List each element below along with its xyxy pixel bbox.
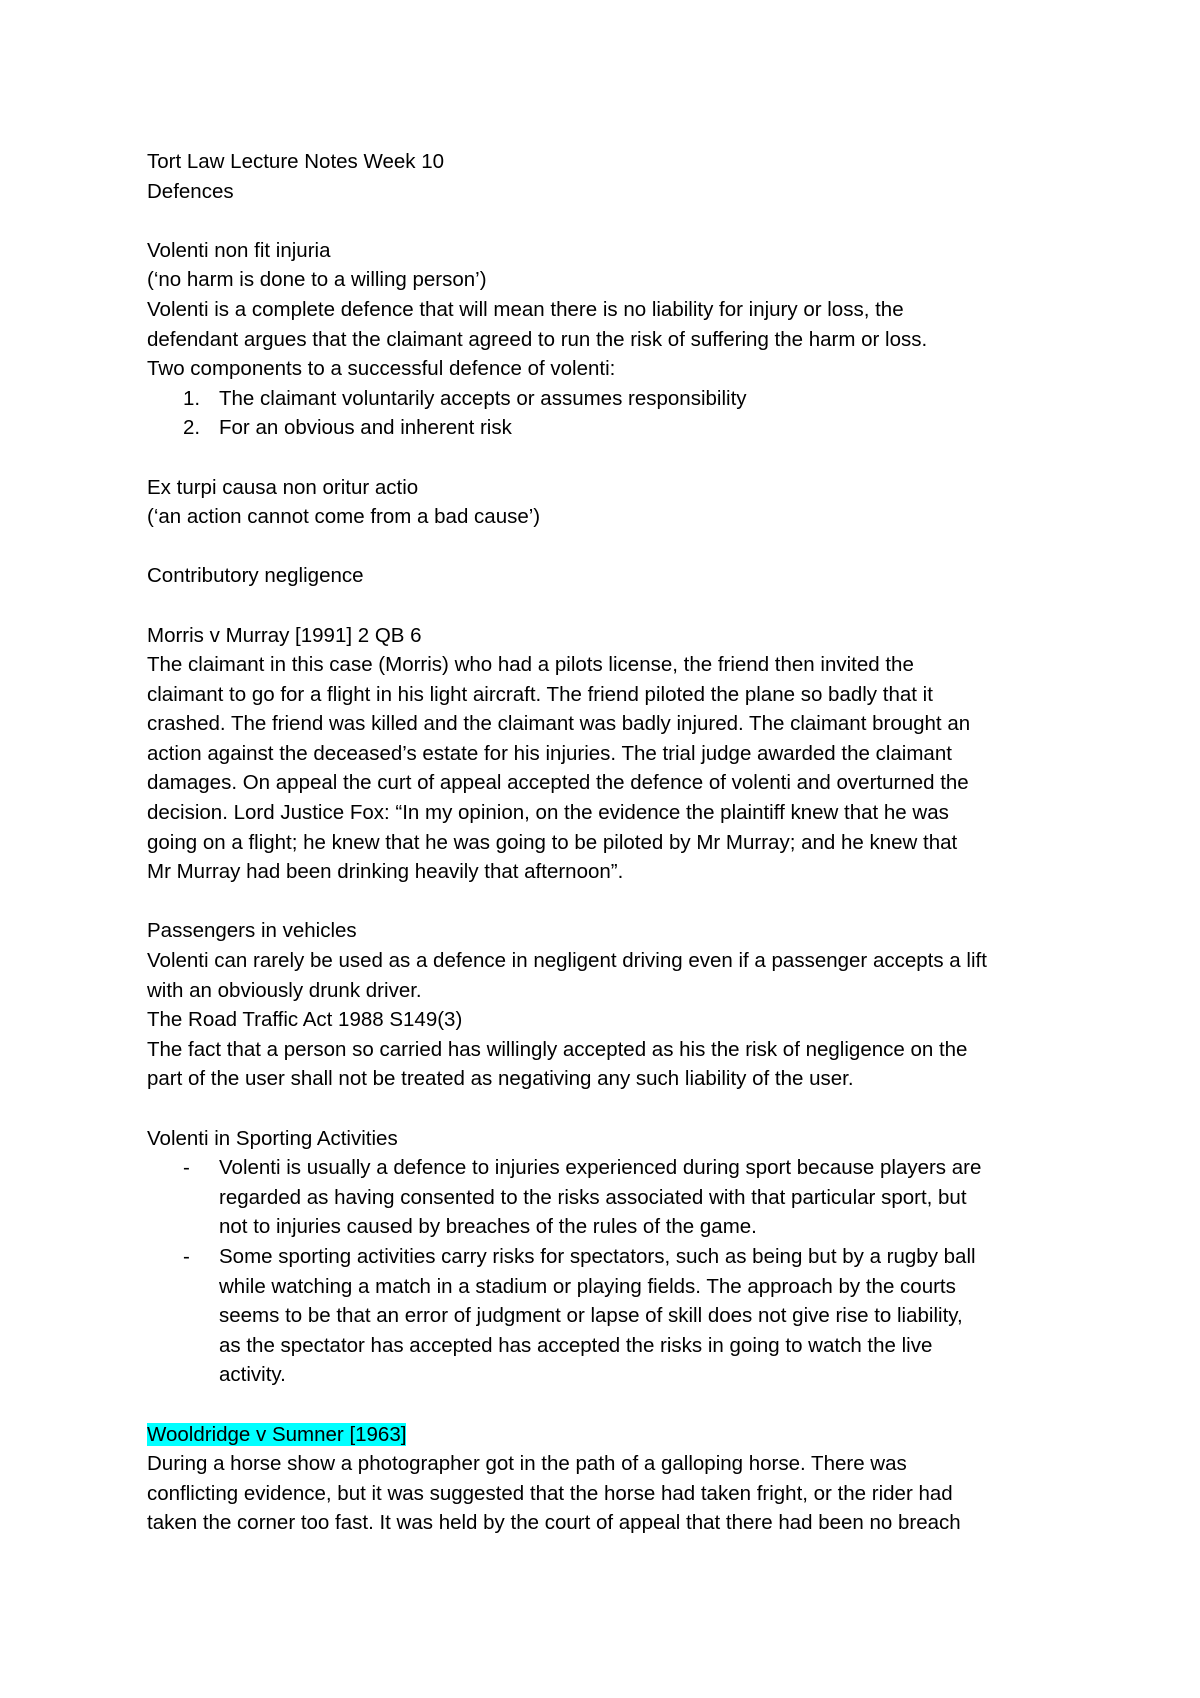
- spacer: [147, 591, 1067, 621]
- passengers-text-line: Volenti can rarely be used as a defence in negligent driving even if a passenger accepts a lift: [147, 949, 987, 973]
- list-item: [183, 1242, 1067, 1390]
- document-body: [147, 147, 1067, 1538]
- contributory-heading: Contributory negligence: [147, 564, 364, 588]
- document-subtitle: Defences: [147, 179, 234, 203]
- spacer: [147, 1094, 1067, 1124]
- ex-turpi-heading: Ex turpi causa non oritur actio: [147, 475, 419, 499]
- morris-text-line: going on a flight; he knew that he was going to be piloted by Mr Murray; and he knew that: [147, 830, 958, 854]
- wooldridge-case-heading-line: [147, 1420, 1067, 1450]
- road-traffic-act-citation: The Road Traffic Act 1988 S149(3): [147, 1008, 463, 1032]
- spacer: [147, 443, 1067, 473]
- morris-text-line: decision. Lord Justice Fox: “In my opinion, on the evidence the plaintiff knew that he was: [147, 801, 949, 825]
- ex-turpi-translation: (‘an action cannot come from a bad cause’): [147, 505, 541, 529]
- passengers-text-line: The fact that a person so carried has willingly accepted as his the risk of negligence on the: [147, 1037, 968, 1061]
- bullet-text-line: Volenti is usually a defence to injuries experienced during sport because players are: [219, 1156, 982, 1180]
- volenti-description-line: Volenti is a complete defence that will mean there is no liability for injury or loss, the: [147, 297, 904, 321]
- morris-text-line: crashed. The friend was killed and the claimant was badly injured. The claimant brought an: [147, 712, 971, 736]
- passengers-heading: Passengers in vehicles: [147, 919, 357, 943]
- dash-bullet: -: [183, 1244, 190, 1268]
- bullet-text-line: Some sporting activities carry risks for spectators, such as being but by a rugby ball: [219, 1244, 976, 1268]
- volenti-translation: (‘no harm is done to a willing person’): [147, 268, 487, 292]
- spacer: [147, 532, 1067, 562]
- list-item-number: 1.: [183, 386, 201, 410]
- list-item-text: For an obvious and inherent risk: [219, 416, 512, 440]
- wooldridge-text-line: During a horse show a photographer got in the path of a galloping horse. There was: [147, 1452, 907, 1476]
- sporting-bullet-list: [147, 1153, 1067, 1390]
- spacer: [147, 206, 1067, 236]
- volenti-description-line: defendant argues that the claimant agreed to run the risk of suffering the harm or loss.: [147, 327, 928, 351]
- list-item-number: 2.: [183, 416, 201, 440]
- bullet-text-line: seems to be that an error of judgment or lapse of skill does not give rise to liability,: [219, 1304, 963, 1328]
- morris-text-line: claimant to go for a flight in his light aircraft. The friend piloted the plane so badly that it: [147, 682, 933, 706]
- morris-text-line: damages. On appeal the curt of appeal accepted the defence of volenti and overturned the: [147, 771, 969, 795]
- list-item-text: The claimant voluntarily accepts or assumes responsibility: [219, 386, 747, 410]
- list-item: [183, 413, 1067, 443]
- morris-text-line: Mr Murray had been drinking heavily that afternoon”.: [147, 860, 624, 884]
- volenti-heading: Volenti non fit injuria: [147, 238, 331, 262]
- bullet-text-line: not to injuries caused by breaches of the rules of the game.: [219, 1215, 757, 1239]
- spacer: [147, 1390, 1067, 1420]
- spacer: [147, 887, 1067, 917]
- wooldridge-text-line: conflicting evidence, but it was suggested that the horse had taken fright, or the rider had: [147, 1481, 953, 1505]
- list-item: [183, 384, 1067, 414]
- sporting-heading: Volenti in Sporting Activities: [147, 1126, 398, 1150]
- passengers-text-line: part of the user shall not be treated as negativing any such liability of the user.: [147, 1067, 854, 1091]
- morris-text-line: The claimant in this case (Morris) who had a pilots license, the friend then invited the: [147, 653, 914, 677]
- bullet-text-line: while watching a match in a stadium or playing fields. The approach by the courts: [219, 1274, 956, 1298]
- passengers-text-line: with an obviously drunk driver.: [147, 978, 422, 1002]
- bullet-text-line: as the spectator has accepted has accepted the risks in going to watch the live: [219, 1333, 933, 1357]
- wooldridge-text-line: taken the corner too fast. It was held by the court of appeal that there had been no breach: [147, 1511, 961, 1535]
- bullet-text-line: activity.: [219, 1363, 286, 1387]
- document-title: Tort Law Lecture Notes Week 10: [147, 150, 445, 173]
- volenti-components-list: [147, 384, 1067, 443]
- list-item: [183, 1153, 1067, 1242]
- morris-text-line: action against the deceased’s estate for his injuries. The trial judge awarded the claimant: [147, 741, 952, 765]
- wooldridge-case-heading-highlighted: Wooldridge v Sumner [1963]: [147, 1422, 407, 1446]
- volenti-components-intro: Two components to a successful defence of volenti:: [147, 357, 616, 381]
- dash-bullet: -: [183, 1156, 190, 1180]
- bullet-text-line: regarded as having consented to the risks associated with that particular sport, but: [219, 1185, 967, 1209]
- morris-case-heading: Morris v Murray [1991] 2 QB 6: [147, 623, 422, 647]
